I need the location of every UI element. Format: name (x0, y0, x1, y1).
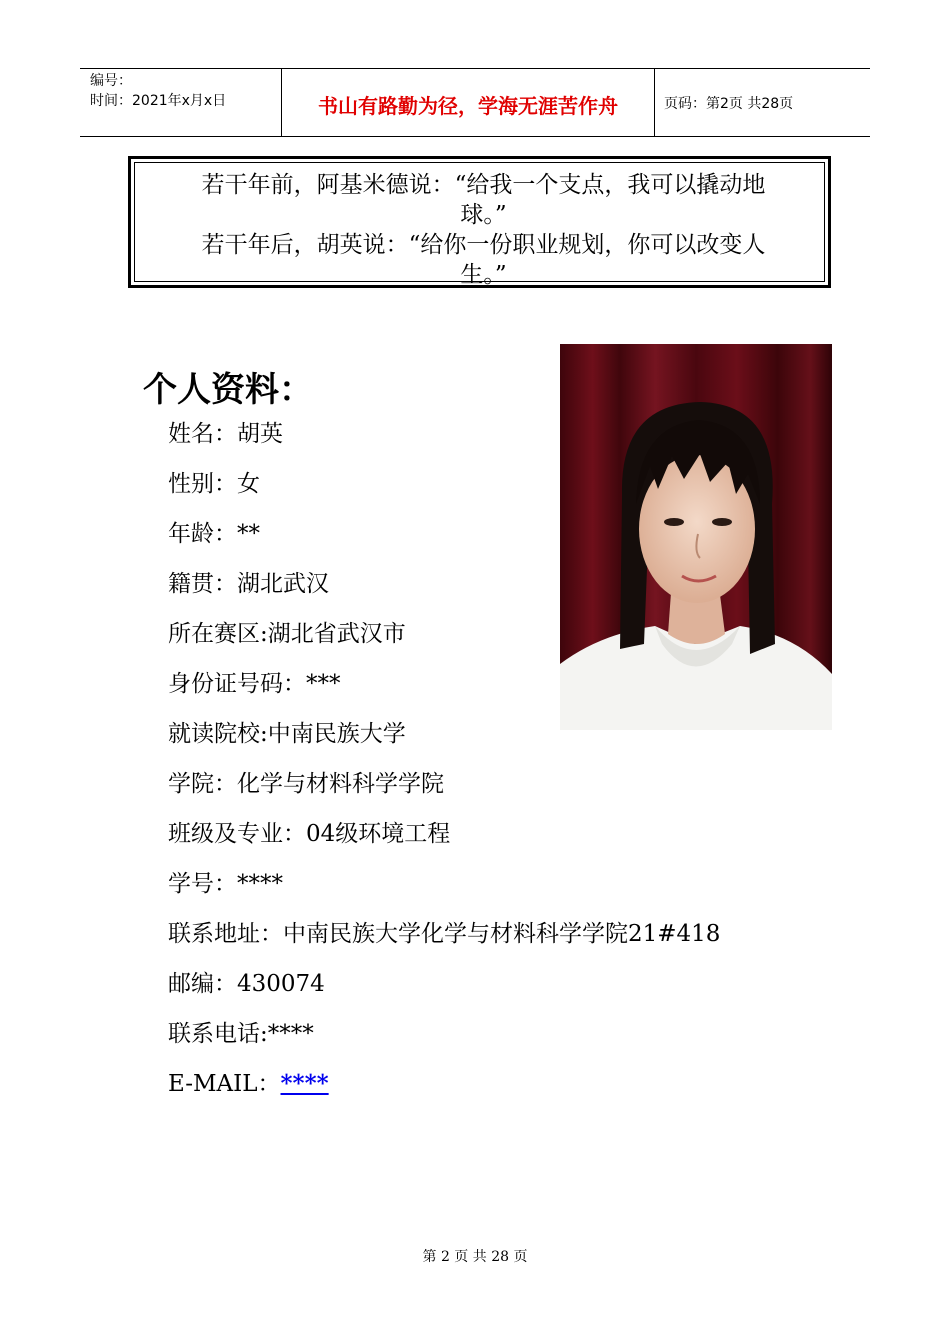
profile-class-major: 班级及专业：04级环境工程 (168, 821, 451, 847)
profile-postcode: 邮编：430074 (168, 971, 325, 997)
quote-line: 生。” (460, 262, 507, 288)
quote-line: 球。” (460, 202, 507, 228)
profile-phone: 联系电话:**** (168, 1021, 314, 1047)
header-top-border (80, 68, 870, 69)
profile-address: 联系地址：中南民族大学化学与材料科学学院21#418 (168, 921, 721, 947)
profile-hometown: 籍贯：湖北武汉 (168, 571, 329, 597)
profile-gender: 性别：女 (168, 471, 260, 497)
profile-name: 姓名：胡英 (168, 421, 283, 447)
profile-email (168, 1064, 720, 1114)
email-link[interactable]: **** (280, 1070, 329, 1097)
profile-list (168, 414, 720, 1114)
profile-region: 所在赛区:湖北省武汉市 (168, 621, 406, 647)
doc-number: 编号： (90, 73, 132, 89)
quote-box (128, 156, 831, 288)
profile-university: 就读院校:中南民族大学 (168, 721, 406, 747)
header-page-info: 页码：第2页 共28页 (664, 96, 794, 112)
quote-line: 若干年前，阿基米德说：“给我一个支点，我可以撬动地 (201, 172, 766, 198)
header-divider (654, 68, 655, 137)
doc-date: 时间：2021年x月x日 (90, 93, 227, 109)
header-bottom-border (80, 136, 870, 137)
email-label: E-MAIL： (168, 1071, 281, 1097)
profile-student-id: 学号：**** (168, 871, 283, 897)
quote-text (134, 162, 825, 288)
section-title: 个人资料： (143, 370, 313, 410)
profile-age: 年龄：** (168, 521, 260, 547)
profile-id-number: 身份证号码：*** (168, 671, 341, 697)
profile-college: 学院：化学与材料科学学院 (168, 771, 444, 797)
header-meta (90, 71, 226, 111)
page-footer: 第 2 页 共 28 页 (422, 1249, 528, 1265)
header-motto: 书山有路勤为径，学海无涯苦作舟 (318, 94, 618, 118)
quote-line: 若干年后，胡英说：“给你一份职业规划，你可以改变人 (201, 232, 766, 258)
